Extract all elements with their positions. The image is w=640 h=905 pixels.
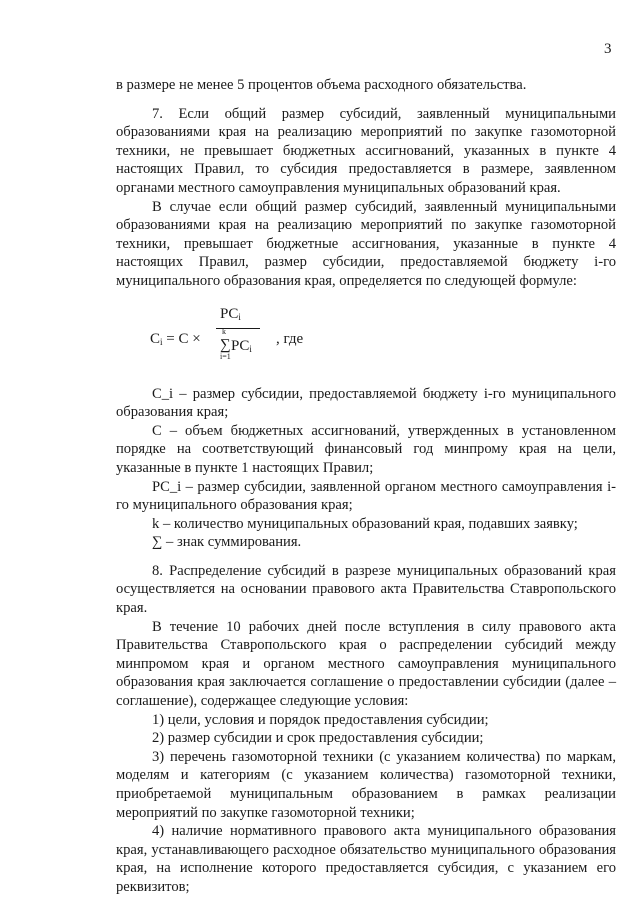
list-item: 1) цели, условия и порядок предоставления субсидии; bbox=[152, 711, 489, 728]
paragraph: 7. Если общий размер субсидий, заявленный муниципальными образованиями края на реализацию мероприятий по закупке газомоторной техники, не превышает бюджетных ассигнований, указанных в пункте 4 настоящих Правил, то субсидия предоставляется в размере, заявленном органами местного самоуправления муниципальных образований края. bbox=[116, 105, 616, 196]
subsidy-formula bbox=[116, 301, 616, 377]
definition-item: C – объем бюджетных ассигнований, утвержденных в установленном порядке на соответствующий финансовый год минпрому края на цели, указанные в пункте 1 настоящих Правил; bbox=[116, 422, 616, 476]
sum-upper-limit: k bbox=[222, 326, 226, 336]
formula-numerator: $PC_i$ bbox=[220, 305, 241, 322]
paragraph: 8. Распределение субсидий в разрезе муниципальных образований края осуществляется на основании правового акта Правительства Ставропольского края. bbox=[116, 562, 616, 617]
list-item: 4) наличие нормативного правового акта муниципального образования края, устанавливающего расходное обязательство муниципального образования края, на исполнение которого предоставляется субсидия, с указанием его реквизитов; bbox=[116, 823, 616, 895]
definition-item: C_i – размер субсидии, предоставляемой бюджету i-го муниципального образования края; bbox=[116, 385, 616, 421]
formula-suffix: , где bbox=[276, 330, 304, 347]
sum-lower-limit: i=1 bbox=[220, 351, 231, 361]
definition-item: PC_i – размер субсидии, заявленной органом местного самоуправления i-го муниципального образования края; bbox=[116, 478, 616, 514]
list-item: 3) перечень газомоторной техники (с указанием количества) по маркам, моделям и категориям (с указанием количества) газомоторной техники, приобретаемой муниципальным образованием в рамках реализации мероприятий по закупке газомоторной техники; bbox=[116, 748, 616, 821]
paragraph: В течение 10 рабочих дней после вступления в силу правового акта Правительства Ставропольского края о распределении субсидий между минпромом края и органом местного самоуправления муниципального образования края заключается соглашение о предоставлении субсидии (далее – соглашение), содержащее следующие условия: bbox=[116, 618, 616, 710]
formula-lhs: $C_i = C$ × bbox=[150, 330, 201, 347]
document-body bbox=[116, 76, 616, 897]
list-item: 2) размер субсидии и срок предоставления субсидии; bbox=[152, 730, 484, 747]
sum-symbol: ∑ bbox=[220, 336, 231, 353]
formula-denominator: $PC_i$ bbox=[231, 337, 252, 354]
definition-item: ∑ – знак суммирования. bbox=[152, 534, 302, 551]
definition-item: k – количество муниципальных образований края, подавших заявку; bbox=[152, 515, 578, 532]
paragraph: в размере не менее 5 процентов объема расходного обязательства. bbox=[116, 77, 527, 93]
paragraph: В случае если общий размер субсидий, заявленный муниципальными образованиями края на реализацию мероприятий по закупке газомоторной техники, превышает бюджетные ассигнования, указанные в пункте 4 настоящих Правил, размер субсидии, предоставляемой бюджету i-го муниципального образования края, определяется по следующей формуле: bbox=[116, 198, 616, 289]
page-number: 3 bbox=[604, 41, 612, 57]
